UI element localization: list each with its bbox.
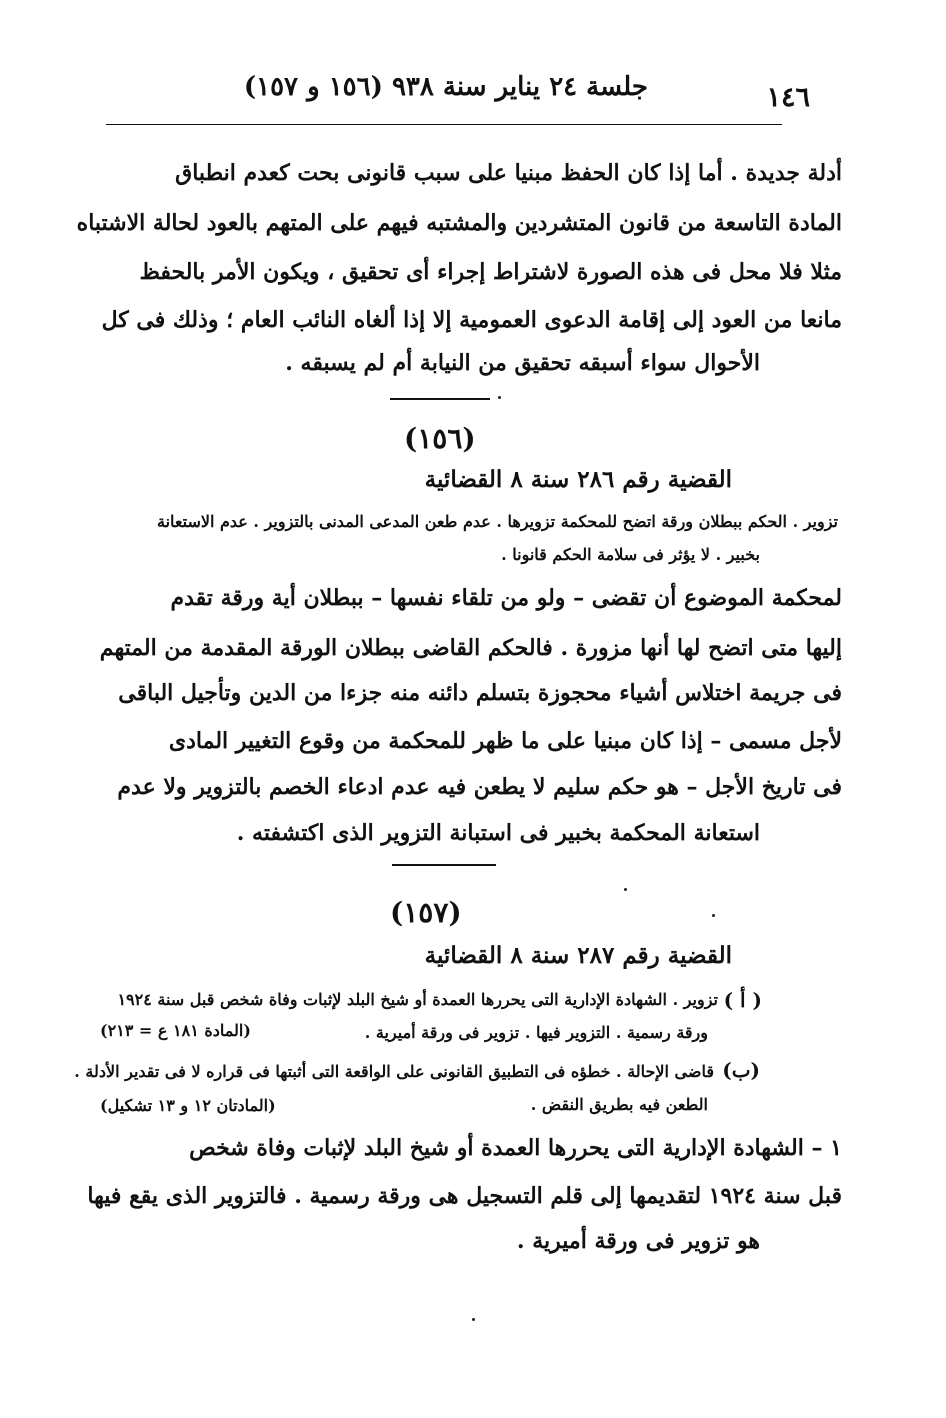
paragraph-line: الأحوال سواء أسبقه تحقيق من النيابة أم لم يسبقه .: [285, 350, 760, 376]
paragraph-line: مانعا من العود إلى إقامة الدعوى العمومية إلا إذا ألغاه النائب العام ؛ وذلك فى كل: [101, 307, 842, 333]
paragraph-line: المادة التاسعة من قانون المتشردين والمشتبه فيهم على المتهم بالعود لحالة الاشتباه: [76, 210, 842, 236]
paragraph-line: لمحكمة الموضوع أن تقضى – ولو من تلقاء نفسها – ببطلان أية ورقة تقدم: [170, 585, 842, 611]
paragraph-line: ١ – الشهادة الإدارية التى يحررها العمدة أو شيخ البلد لإثبات وفاة شخص: [189, 1135, 842, 1161]
paragraph-line: استعانة المحكمة بخبير فى استبانة التزوير الذى اكتشفته .: [236, 820, 760, 846]
running-header: جلسة ٢٤ يناير سنة ٩٣٨ (١٥٦ و ١٥٧): [243, 72, 648, 102]
case-title: القضية رقم ٢٨٦ سنة ٨ القضائية: [424, 466, 732, 493]
paragraph-line: لأجل مسمى – إذا كان مبنيا على ما ظهر للمحكمة من وقوع التغيير المادى: [168, 728, 842, 754]
paragraph-line: فى تاريخ الأجل – هو حكم سليم لا يطعن فيه عدم ادعاء الخصم بالتزوير ولا عدم: [117, 774, 842, 800]
item-a-legal-reference: (المادة ١٨١ ع = ٢١٣): [100, 1021, 251, 1040]
paragraph-line: إليها متى اتضح لها أنها مزورة . فالحكم القاضى ببطلان الورقة المقدمة من المتهم: [99, 635, 842, 661]
header-rule: [106, 124, 782, 125]
paragraph-line: أدلة جديدة . أما إذا كان الحفظ مبنيا على سبب قانونى بحت كعدم انطباق: [175, 160, 842, 186]
scan-speck: [472, 1318, 475, 1321]
paragraph-line: فى جريمة اختلاس أشياء محجوزة بتسلم دائنه منه جزءا من الدين وتأجيل الباقى: [118, 680, 842, 706]
section-divider: [390, 398, 490, 400]
item-b-line: الطعن فيه بطريق النقض .: [530, 1095, 708, 1114]
case-title: القضية رقم ٢٨٧ سنة ٨ القضائية: [424, 942, 732, 969]
item-a-marker: ( أ ): [723, 988, 762, 1012]
paragraph-line: قبل سنة ١٩٢٤ لتقديمها إلى قلم التسجيل هى ورقة رسمية . فالتزوير الذى يقع فيها: [87, 1183, 842, 1209]
item-b-marker: (ب): [722, 1058, 760, 1082]
scan-speck: [498, 396, 501, 399]
scan-speck: [712, 914, 715, 917]
page-number: ١٤٦: [766, 82, 810, 113]
case-summary-line: تزوير . الحكم ببطلان ورقة اتضح للمحكمة تزويرها . عدم طعن المدعى المدنى بالتزوير . عدم الاستعانة: [157, 512, 838, 531]
paragraph-line: هو تزوير فى ورقة أميرية .: [516, 1228, 760, 1254]
item-b-legal-reference: (المادتان ١٢ و ١٣ تشكيل): [100, 1096, 276, 1115]
section-divider: [392, 864, 496, 866]
case-summary-line: بخبير . لا يؤثر فى سلامة الحكم قانونا .: [501, 545, 760, 564]
paragraph-line: مثلا فلا محل فى هذه الصورة لاشتراط إجراء أى تحقيق ، ويكون الأمر بالحفظ: [139, 259, 842, 285]
item-a-line: تزوير . الشهادة الإدارية التى يحررها العمدة أو شيخ البلد لإثبات وفاة شخص قبل سنة ١٩٢٤: [117, 990, 718, 1009]
scan-speck: [624, 888, 627, 891]
item-a-line: ورقة رسمية . التزوير فيها . تزوير فى ورقة أميرية .: [364, 1023, 708, 1042]
case-number: (١٥٦): [404, 422, 476, 455]
item-b-line: قاضى الإحالة . خطؤه فى التطبيق القانونى على الواقعة التى أثبتها فى قراره لا فى تقدير الأدلة .: [74, 1062, 714, 1081]
case-number: (١٥٧): [390, 896, 462, 929]
